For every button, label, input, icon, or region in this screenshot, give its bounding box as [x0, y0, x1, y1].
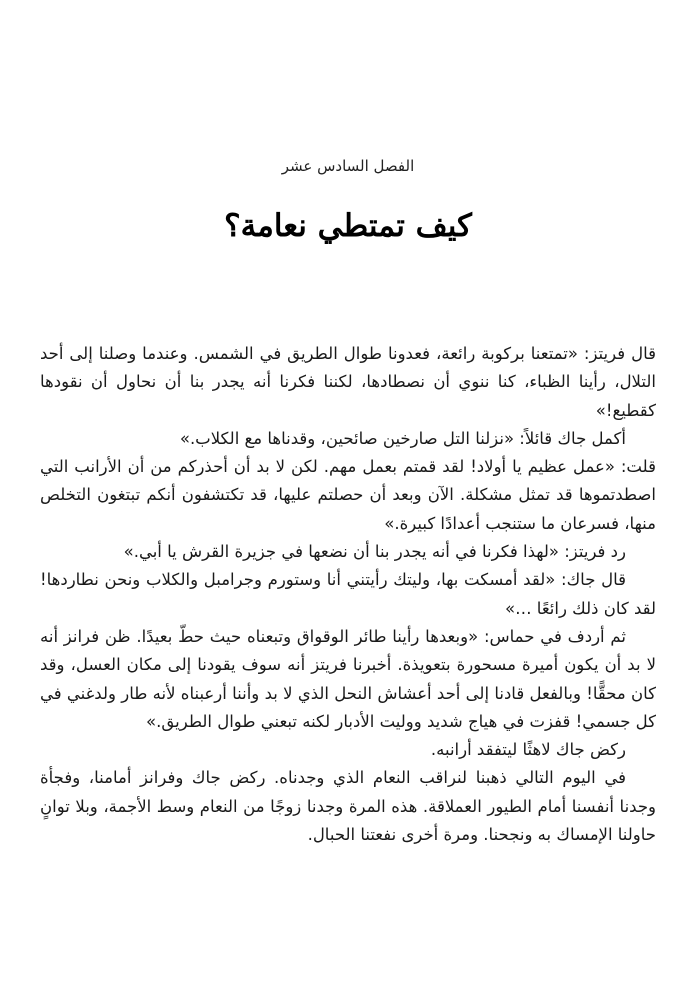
chapter-label: الفصل السادس عشر — [281, 157, 415, 175]
paragraph: قال جاك: «لقد أمسكت بها، وليتك رأيتني أنا وستورم وجرامبل والكلاب ونحن نطاردها! لقد كان ذلك رائعًا …» — [40, 570, 656, 618]
paragraph: أكمل جاك قائلاً: «نزلنا التل صارخين صائحين، وقدناها مع الكلاب.» — [179, 428, 626, 448]
paragraph: قال فريتز: «تمتعنا بركوبة رائعة، فعدونا طوال الطريق في الشمس. وعندما وصلنا إلى أحد التلال، رأينا الظباء، كنا ننوي أن نصطادها، لكننا فكرنا أنه يجدر بنا أن نحاول أن نقودها كقطيع!» — [40, 344, 656, 420]
chapter-title: كيف تمتطي نعامة؟ — [224, 208, 472, 244]
paragraph: رد فريتز: «لهذا فكرنا في أنه يجدر بنا أن نضعها في جزيرة القرش يا أبي.» — [123, 542, 626, 562]
paragraph: ركض جاك لاهثًا ليتفقد أرانبه. — [430, 740, 626, 760]
chapter-body — [40, 340, 656, 849]
paragraph: قلت: «عمل عظيم يا أولاد! لقد قمتم بعمل مهم. لكن لا بد أن أحذركم من أن الأرانب التي اصطدتموها قد تمثل مشكلة. الآن وبعد أن حصلتم عليها، قد تكتشفون أنكم تبتغون التخلص منها، فسرعان ما ستنجب أعدادًا كبيرة.» — [40, 457, 656, 533]
paragraph: في اليوم التالي ذهبنا لنراقب النعام الذي وجدناه. ركض جاك وفرانز أمامنا، وفجأة وجدنا أنفسنا أمام الطيور العملاقة. هذه المرة وجدنا زوجًا من النعام وسط الأجمة، وبلا توانٍ حاولنا الإمساك به ونجحنا. ومرة أخرى نفعتنا الحبال. — [40, 768, 656, 845]
paragraph: ثم أردف في حماس: «وبعدها رأينا طائر الوقواق وتبعناه حيث حطّ بعيدًا. ظن فرانز أنه لا بد أن يكون أميرة مسحورة بتعويذة. أخبرنا فريتز أنه سوف يقودنا إلى مكان العسل، وقد كان محقًّا! وبالفعل قادنا إلى أحد أعشاش النحل الذي لا بد وأننا أرعبناه لأنه طار ولدغني في كل جسمي! قفزت في هياج شديد ووليت الأدبار لكنه تبعني طوال الطريق.» — [40, 626, 656, 731]
